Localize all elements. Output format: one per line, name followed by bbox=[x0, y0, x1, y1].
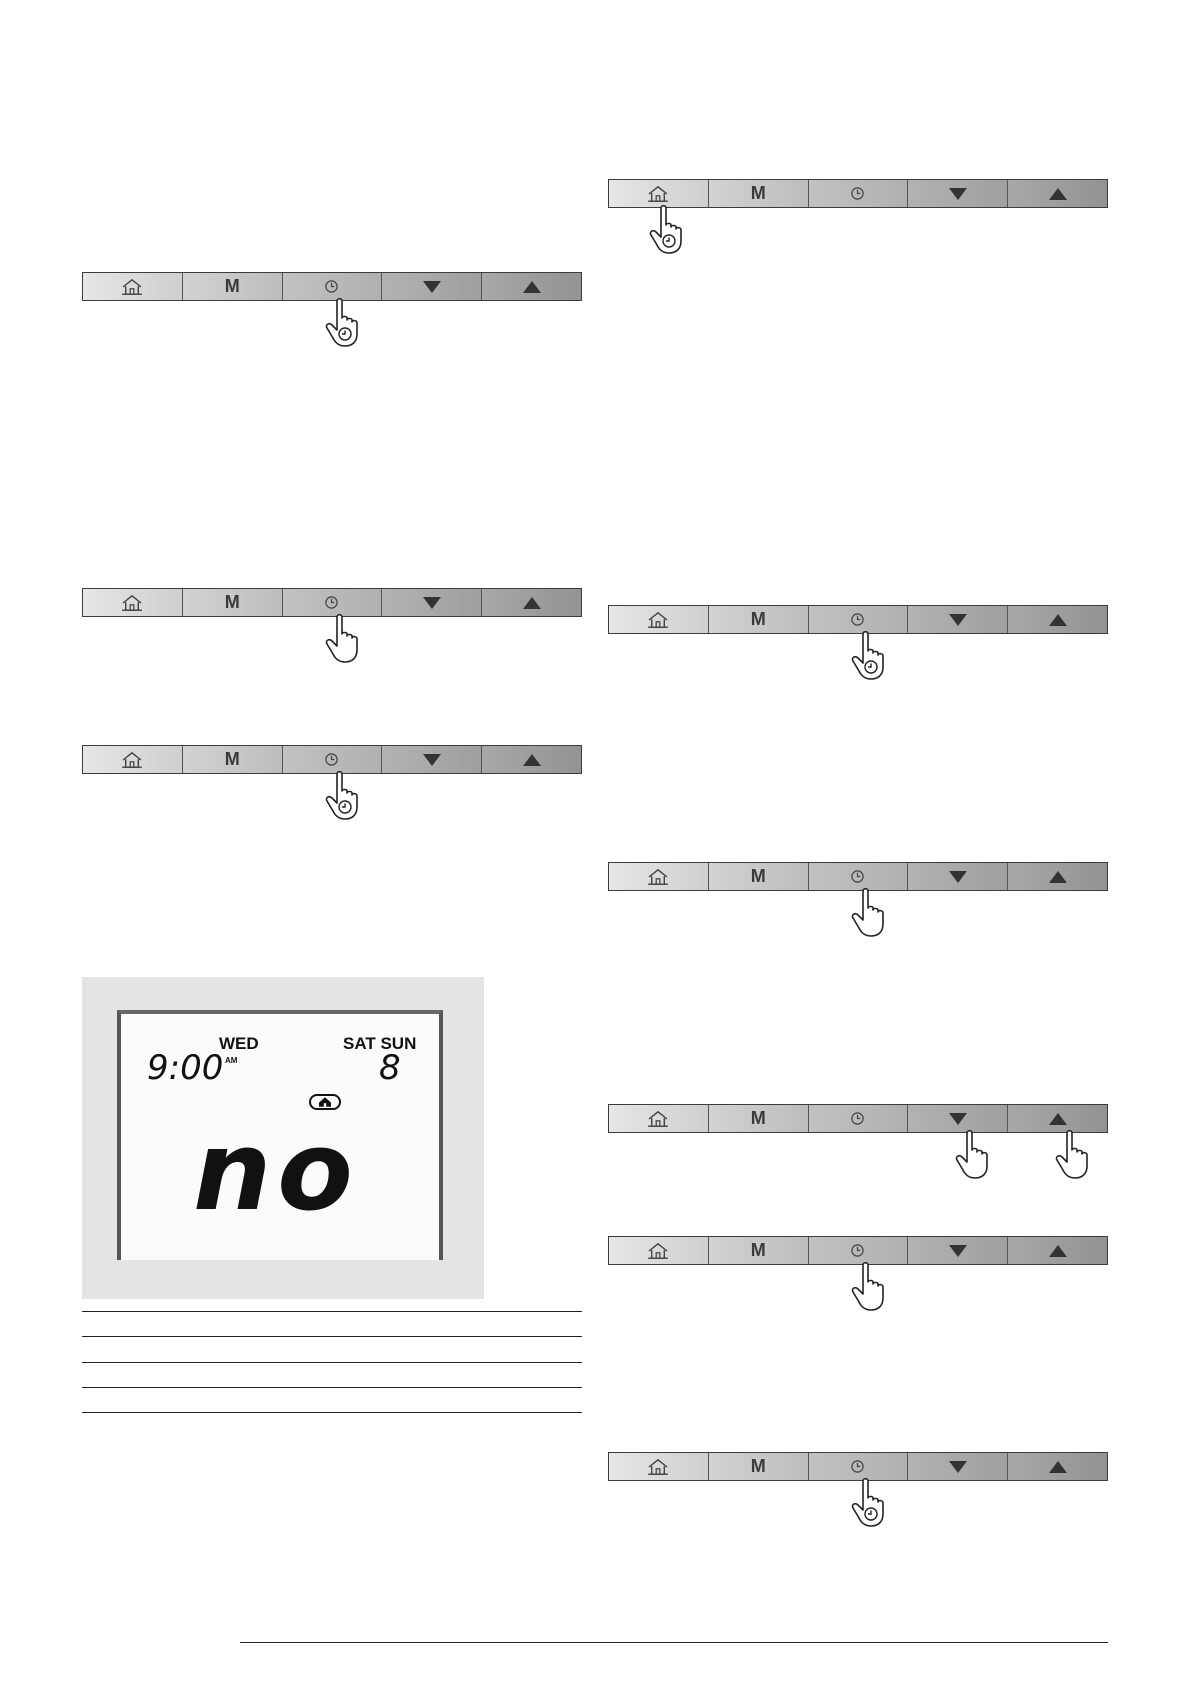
home-button[interactable] bbox=[83, 589, 183, 616]
hand-press-icon bbox=[850, 1262, 890, 1312]
down-button[interactable] bbox=[382, 746, 482, 773]
keypad-bar-4 bbox=[608, 179, 1108, 208]
lcd-display-frame bbox=[82, 977, 484, 1299]
mode-button[interactable] bbox=[183, 746, 283, 773]
lcd-screen bbox=[117, 1010, 443, 1260]
lcd-day-left: WED bbox=[219, 1034, 259, 1053]
up-button[interactable] bbox=[1008, 1453, 1107, 1480]
clock-button[interactable] bbox=[809, 1237, 909, 1264]
hand-press-down-icon bbox=[954, 1130, 994, 1180]
mode-label: M bbox=[750, 1108, 766, 1128]
hand-hold-icon bbox=[324, 771, 364, 821]
hand-press-up-icon bbox=[1054, 1130, 1094, 1180]
keypad-bar-1 bbox=[82, 272, 582, 301]
down-arrow-icon bbox=[948, 1244, 968, 1258]
clock-button[interactable] bbox=[283, 589, 383, 616]
home-icon bbox=[121, 278, 143, 296]
mode-label: M bbox=[750, 1240, 766, 1260]
mode-label: M bbox=[224, 749, 240, 769]
clock-button[interactable] bbox=[283, 746, 383, 773]
down-arrow-icon bbox=[422, 280, 442, 294]
down-button[interactable] bbox=[382, 589, 482, 616]
keypad-bar-5 bbox=[608, 605, 1108, 634]
down-button[interactable] bbox=[908, 863, 1008, 890]
divider-line bbox=[82, 1336, 582, 1337]
up-button[interactable] bbox=[1008, 1237, 1107, 1264]
down-arrow-icon bbox=[948, 187, 968, 201]
divider-line bbox=[82, 1387, 582, 1388]
divider-line bbox=[82, 1412, 582, 1413]
home-icon bbox=[647, 185, 669, 203]
mode-label: M bbox=[750, 1456, 766, 1476]
up-button[interactable] bbox=[1008, 1105, 1107, 1132]
down-arrow-icon bbox=[948, 870, 968, 884]
up-arrow-icon bbox=[1048, 187, 1068, 201]
lcd-day-number: 8 bbox=[379, 1048, 401, 1088]
down-arrow-icon bbox=[948, 1112, 968, 1126]
keypad-bar-9 bbox=[608, 1452, 1108, 1481]
footer-rule bbox=[240, 1642, 1108, 1643]
keypad-bar-6 bbox=[608, 862, 1108, 891]
clock-button[interactable] bbox=[809, 1453, 909, 1480]
mode-button[interactable] bbox=[709, 1105, 809, 1132]
down-arrow-icon bbox=[422, 753, 442, 767]
lcd-day-right: SAT SUN bbox=[343, 1034, 417, 1053]
home-button[interactable] bbox=[83, 746, 183, 773]
home-icon bbox=[647, 611, 669, 629]
mode-button[interactable] bbox=[183, 589, 283, 616]
mode-label: M bbox=[224, 592, 240, 612]
home-button[interactable] bbox=[609, 1453, 709, 1480]
mode-label: M bbox=[224, 276, 240, 296]
up-button[interactable] bbox=[482, 746, 581, 773]
up-arrow-icon bbox=[1048, 1460, 1068, 1474]
mode-button[interactable] bbox=[709, 1453, 809, 1480]
hand-hold-icon bbox=[850, 1478, 890, 1528]
up-arrow-icon bbox=[1048, 1244, 1068, 1258]
clock-button[interactable] bbox=[809, 606, 909, 633]
clock-icon bbox=[850, 612, 865, 627]
down-button[interactable] bbox=[908, 606, 1008, 633]
hand-press-icon bbox=[324, 614, 364, 664]
mode-label: M bbox=[750, 609, 766, 629]
down-button[interactable] bbox=[908, 1105, 1008, 1132]
home-button[interactable] bbox=[609, 863, 709, 890]
lcd-am: AM bbox=[225, 1056, 238, 1065]
down-button[interactable] bbox=[908, 180, 1008, 207]
clock-button[interactable] bbox=[809, 180, 909, 207]
up-button[interactable] bbox=[482, 273, 581, 300]
up-arrow-icon bbox=[522, 280, 542, 294]
hand-press-icon bbox=[850, 888, 890, 938]
up-button[interactable] bbox=[1008, 180, 1107, 207]
clock-icon bbox=[324, 752, 339, 767]
mode-label: M bbox=[750, 866, 766, 886]
home-icon bbox=[121, 594, 143, 612]
down-arrow-icon bbox=[948, 613, 968, 627]
clock-icon bbox=[850, 186, 865, 201]
keypad-bar-7 bbox=[608, 1104, 1108, 1133]
up-arrow-icon bbox=[1048, 870, 1068, 884]
clock-icon bbox=[850, 1111, 865, 1126]
down-button[interactable] bbox=[908, 1453, 1008, 1480]
lcd-main-display: no bbox=[193, 1107, 359, 1235]
clock-icon bbox=[850, 869, 865, 884]
up-arrow-icon bbox=[522, 753, 542, 767]
lcd-time: 9:00 bbox=[147, 1048, 224, 1088]
divider-line bbox=[82, 1362, 582, 1363]
up-arrow-icon bbox=[1048, 1112, 1068, 1126]
up-button[interactable] bbox=[482, 589, 581, 616]
home-icon bbox=[647, 1242, 669, 1260]
mode-button[interactable] bbox=[709, 1237, 809, 1264]
home-button[interactable] bbox=[609, 180, 709, 207]
home-icon bbox=[647, 1110, 669, 1128]
home-button[interactable] bbox=[609, 606, 709, 633]
mode-label: M bbox=[750, 183, 766, 203]
home-icon bbox=[647, 1458, 669, 1476]
down-button[interactable] bbox=[382, 273, 482, 300]
clock-button[interactable] bbox=[283, 273, 383, 300]
clock-icon bbox=[850, 1243, 865, 1258]
hand-hold-icon bbox=[850, 631, 890, 681]
divider-line bbox=[82, 1311, 582, 1312]
hand-hold-icon bbox=[324, 298, 364, 348]
clock-icon bbox=[850, 1459, 865, 1474]
mode-button[interactable] bbox=[709, 180, 809, 207]
home-button[interactable] bbox=[83, 273, 183, 300]
down-arrow-icon bbox=[422, 596, 442, 610]
up-arrow-icon bbox=[1048, 613, 1068, 627]
keypad-bar-2 bbox=[82, 588, 582, 617]
up-button[interactable] bbox=[1008, 606, 1107, 633]
clock-button[interactable] bbox=[809, 863, 909, 890]
up-button[interactable] bbox=[1008, 863, 1107, 890]
down-arrow-icon bbox=[948, 1460, 968, 1474]
home-icon bbox=[121, 751, 143, 769]
home-button[interactable] bbox=[609, 1105, 709, 1132]
clock-icon bbox=[324, 279, 339, 294]
mode-button[interactable] bbox=[709, 863, 809, 890]
home-button[interactable] bbox=[609, 1237, 709, 1264]
keypad-bar-3 bbox=[82, 745, 582, 774]
up-arrow-icon bbox=[522, 596, 542, 610]
down-button[interactable] bbox=[908, 1237, 1008, 1264]
clock-icon bbox=[324, 595, 339, 610]
home-icon bbox=[647, 868, 669, 886]
keypad-bar-8 bbox=[608, 1236, 1108, 1265]
mode-button[interactable] bbox=[709, 606, 809, 633]
mode-button[interactable] bbox=[183, 273, 283, 300]
clock-button[interactable] bbox=[809, 1105, 909, 1132]
hand-hold-icon bbox=[648, 205, 688, 255]
